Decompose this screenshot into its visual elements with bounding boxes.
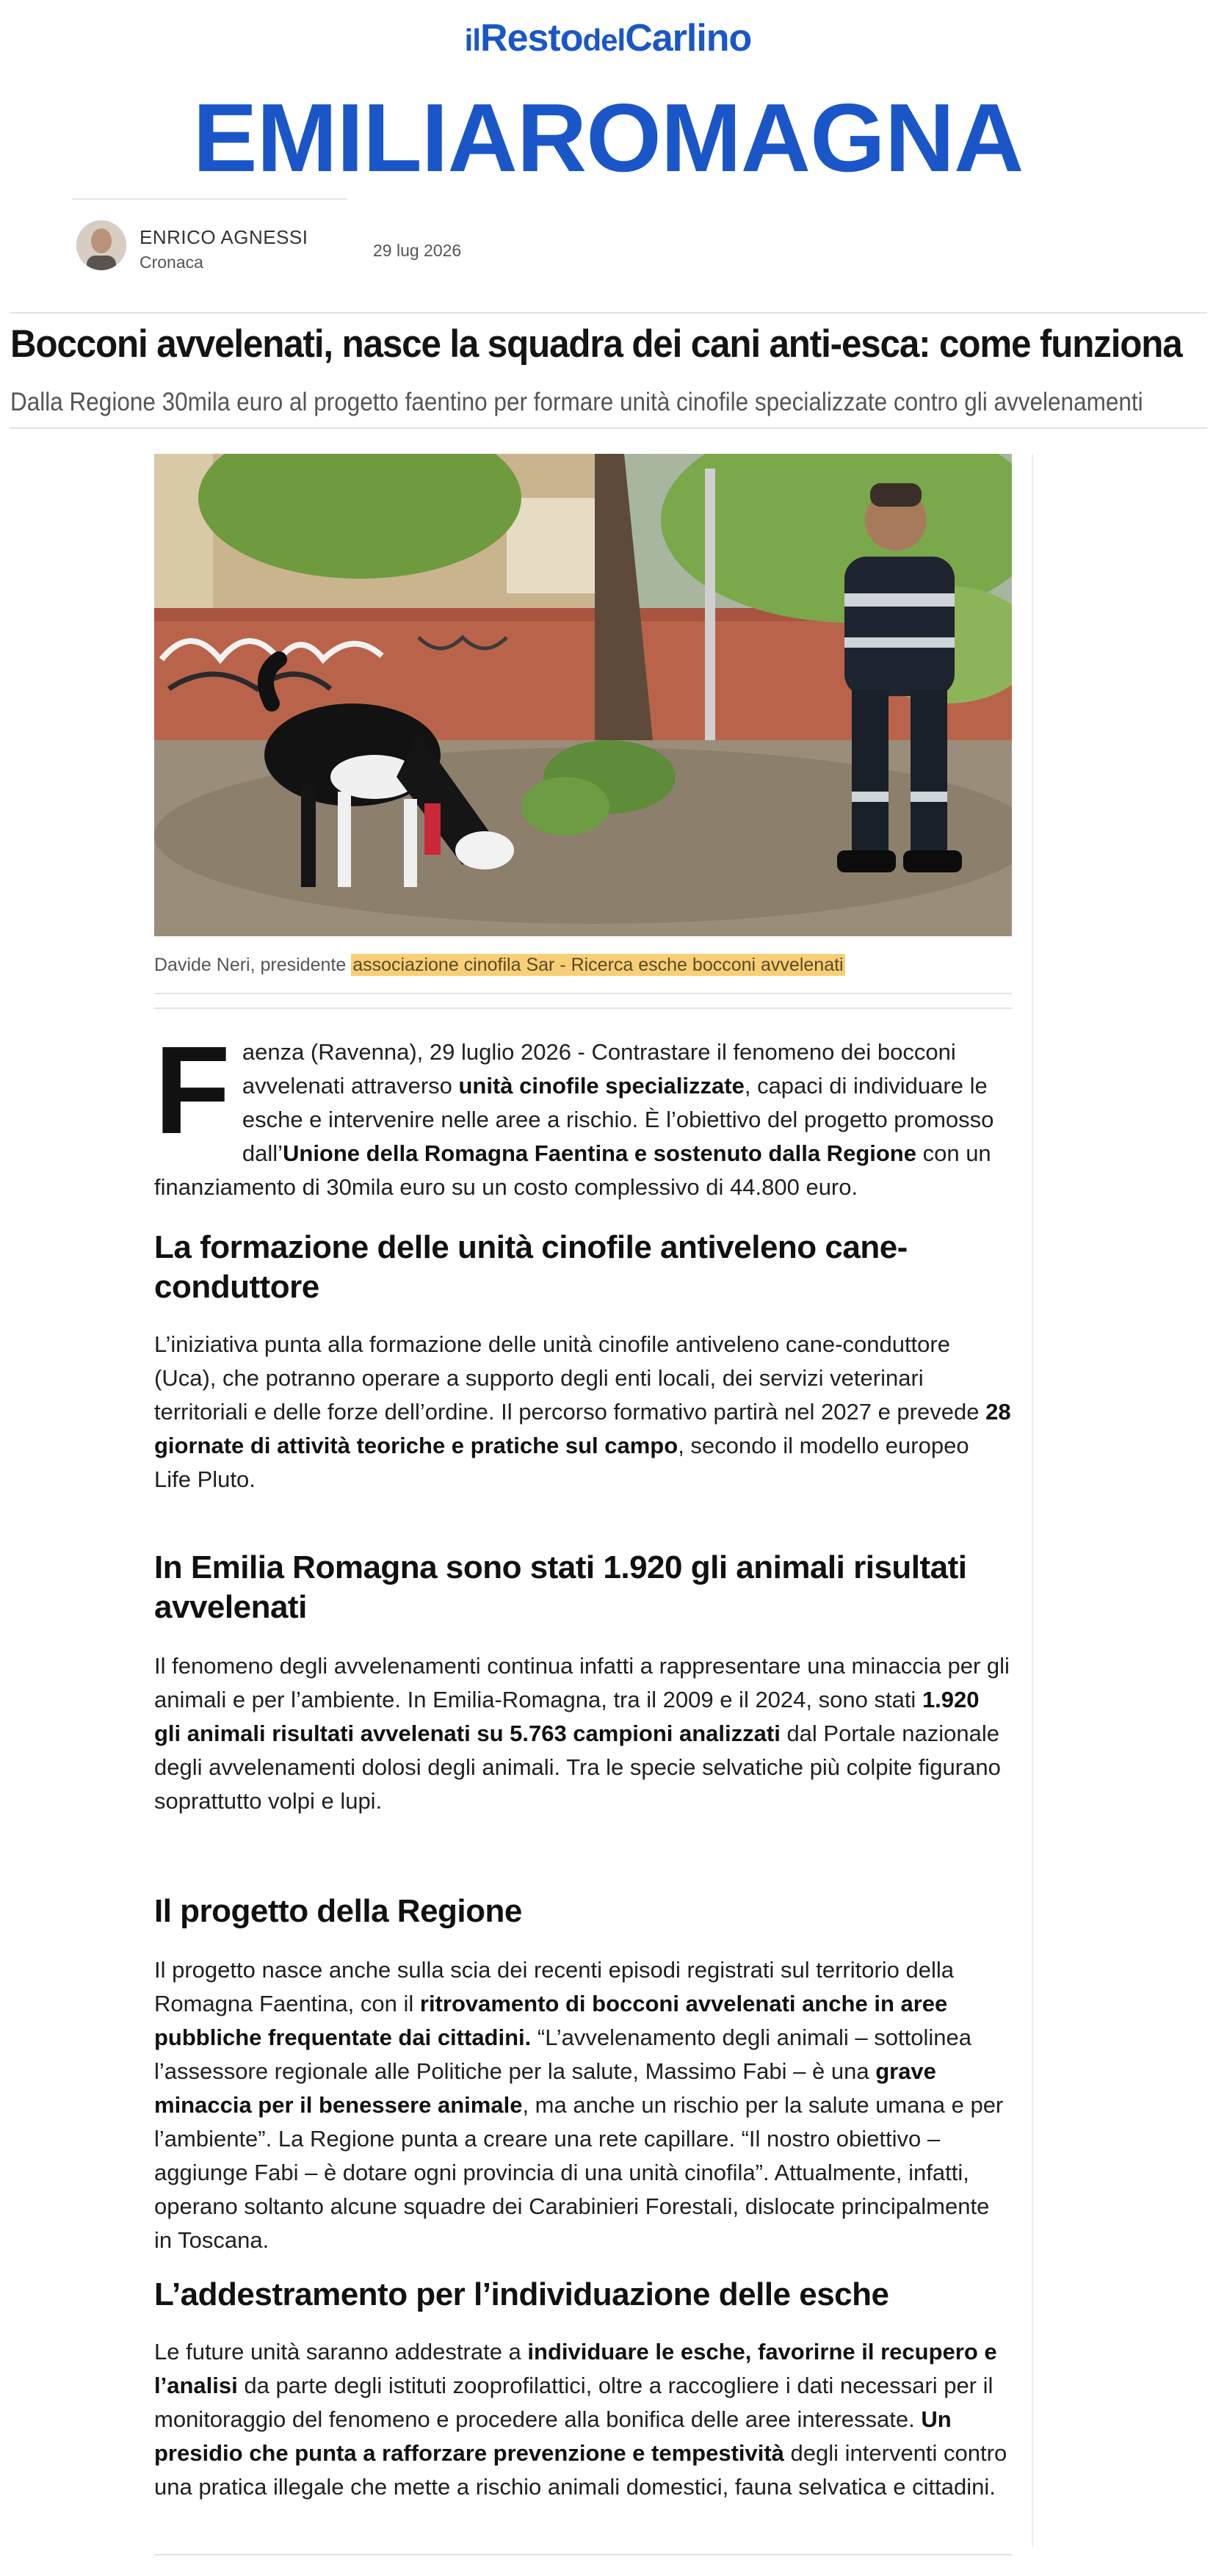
s3-text-3: , ma anche un rischio per la salute umana e per l’ambiente”. La Regione punta a creare una rete capillare. “Il nostro obiettivo – aggiunge Fabi – è dotare ogni provincia di una unità cinofila”. Attualmente, infatti, operano soltanto alcune squadre dei Carabinieri Forestali, dislocate principalmente in Toscana. [154,2092,1004,2253]
s2-text-2: dal Portale nazionale degli avvelenamenti dolosi degli animali. Tra le specie selvatiche più colpite figurano soprattutto volpi e lupi. [154,1721,1001,1814]
intro-bold-2: Unione della Romagna Faentina e sostenuto dalla Regione [283,1140,916,1166]
s4-bold-2: Un presidio che punta a rafforzare prevenzione e tempestività [154,2406,952,2466]
s1-text-1: L’iniziativa punta alla formazione delle unità cinofile antiveleno cane-conduttore (Uca), che potranno operare a supporto degli enti locali, dei servizi veterinari territoriali e delle forze dell’ordine. Il percorso formativo partirà nel 2027 e prevede [154,1331,986,1425]
brand-logo[interactable] [0,16,1216,60]
intro-bold-1: unità cinofile specializzate [458,1073,745,1099]
section-title[interactable]: EMILIAROMAGNA [192,84,1024,192]
divider [154,993,1012,994]
s3-text-2: “L’avvelenamento degli animali – sottolinea l’assessore regionale alle Politiche per la salute, Massimo Fabi – è una [154,2025,971,2084]
section-1-title: La formazione delle unità cinofile antiveleno cane-conduttore [154,1229,908,1305]
section-2-title: In Emilia Romagna sono stati 1.920 gli animali risultati avvelenati [154,1549,967,1625]
drop-cap: F [154,1021,231,1160]
article-subheadline: Dalla Regione 30mila euro al progetto faentino per formare unità cinofile specializzate contro gli avvelenamenti [10,388,1143,416]
s2-text-1: Il fenomeno degli avvelenamenti continua infatti a rappresentare una minaccia per gli animali e per l’ambiente. In Emilia-Romagna, tra il 2009 e il 2024, sono stati [154,1653,1010,1712]
article-headline: Bocconi avvelenati, nasce la squadra dei cani anti-esca: come funziona [10,322,1182,366]
s4-text-2: da parte degli istituti zooprofilattici, oltre a raccogliere i dati necessari per il monitoraggio del fenomeno e procedere alla bonifica delle aree interessate. [154,2373,994,2432]
publish-date: 29 lug 2026 [373,241,462,260]
intro-paragraph [154,1021,1012,1204]
caption-link[interactable]: associazione cinofila Sar - Ricerca esche bocconi avvelenati [352,955,844,975]
s3-bold-2: grave minaccia per il benessere animale [154,2058,936,2118]
s2-bold-1: 1.920 gli animali risultati avvelenati su 5.763 campioni analizzati [154,1687,980,1746]
section-3-paragraph [154,1953,1012,2257]
s1-text-2: , secondo il modello europeo Life Pluto. [154,1433,969,1492]
caption-text: Davide Neri, presidente [154,955,352,975]
divider [10,312,1207,314]
section-1-paragraph [154,1328,1012,1497]
author-role[interactable]: Cronaca [140,253,203,272]
s4-text-1: Le future unità saranno addestrate a [154,2339,528,2365]
photo-caption [154,955,845,976]
intro-text-1: aenza (Ravenna), 29 luglio 2026 - Contrastare il fenomeno dei bocconi avvelenati attraverso [242,1039,956,1099]
section-2-paragraph [154,1649,1012,1818]
divider [154,1007,1012,1009]
article-photo[interactable] [154,454,1012,936]
s3-bold-1: ritrovamento di bocconi avvelenati anche in aree pubbliche frequentate dai cittadini. [154,1991,948,2050]
dog-handler-illustration [154,454,1012,936]
brand-resto: Resto [480,17,583,59]
s3-text-1: Il progetto nasce anche sulla scia dei recenti episodi registrati sul territorio della Romagna Faentina, con il [154,1957,955,2016]
intro-text-3: con un finanziamento di 30mila euro su un costo complessivo di 44.800 euro. [154,1140,991,1200]
intro-text-2: , capaci di individuare le esche e intervenire nelle aree a rischio. È l’obiettivo del progetto promosso dall’ [242,1073,994,1166]
avatar-image [76,220,126,270]
s1-bold-1: 28 giornate di attività teoriche e pratiche sul campo [154,1399,1011,1458]
section-4-title: L’addestramento per l’individuazione delle esche [154,2276,889,2312]
s4-text-3: degli interventi contro una pratica illegale che mette a rischio animali domestici, fauna selvatica e cittadini. [154,2440,1007,2500]
section-3-title: Il progetto della Regione [154,1893,522,1929]
author-box [72,198,347,281]
avatar[interactable] [76,220,126,270]
brand-carlino: Carlino [625,17,752,59]
s4-bold-1: individuare le esche, favorirne il recupero e l’analisi [154,2339,997,2398]
brand-del: del [582,23,626,57]
section-4-paragraph [154,2335,1012,2504]
divider [10,427,1207,429]
author-name[interactable]: ENRICO AGNESSI [140,226,308,248]
column-divider [1032,454,1033,2547]
brand-il: il [464,23,481,57]
divider [154,2554,1012,2555]
